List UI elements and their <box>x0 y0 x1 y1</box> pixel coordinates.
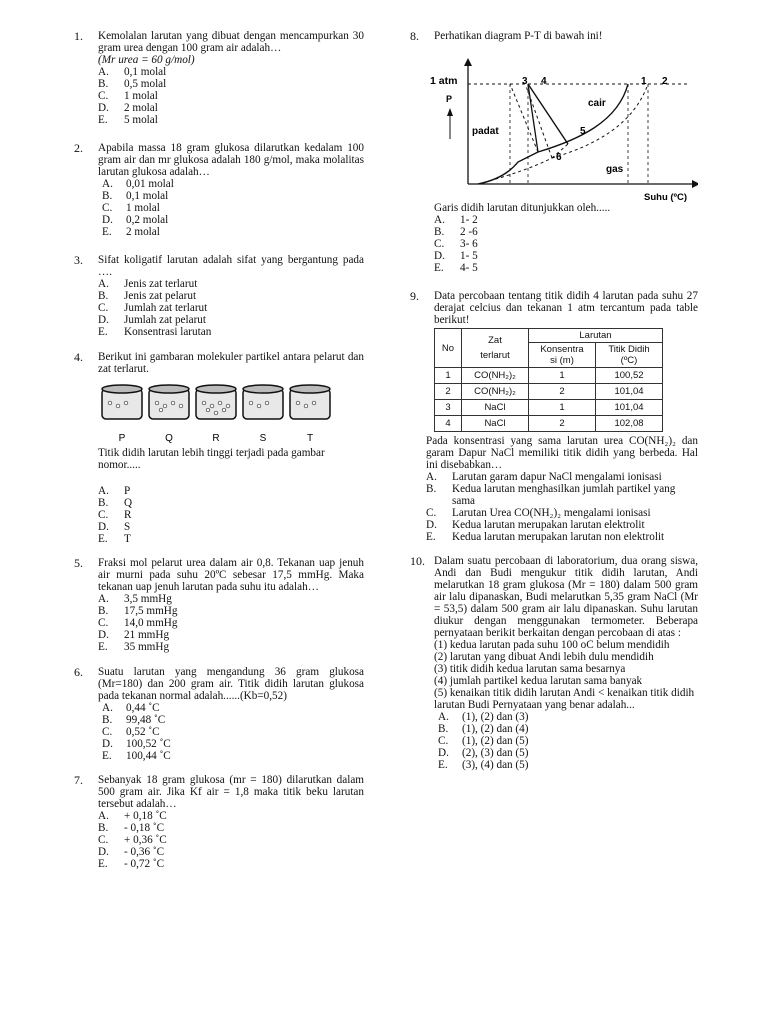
particle-dot <box>214 411 218 415</box>
option-letter: B. <box>98 605 109 617</box>
table-header <box>596 343 663 368</box>
statements-list <box>434 639 698 711</box>
option-letter: D. <box>102 738 113 750</box>
question <box>74 557 364 653</box>
beaker <box>290 385 330 444</box>
beaker <box>243 385 283 444</box>
header-line: si (m) <box>550 355 574 366</box>
statement-item: (3) titik didih kedua larutan sama besarnya <box>434 663 626 675</box>
option-letter: B. <box>98 290 109 302</box>
question-body <box>98 351 364 545</box>
point-5: 5 <box>580 126 586 137</box>
option-text: Jenis zat pelarut <box>124 290 197 302</box>
question-body <box>98 774 364 870</box>
option-letter: D. <box>98 102 109 114</box>
beaker-diagram <box>98 379 348 445</box>
particle-dot <box>210 404 214 408</box>
particle-dot <box>155 401 159 405</box>
statement-item: (4) jumlah partikel kedua larutan sama banyak <box>434 675 643 687</box>
option-text: Larutan Urea CO(NH₂)₂ mengalami ionisasi <box>452 507 651 519</box>
table-cell: 1 <box>529 400 596 416</box>
table-cell: 100,52 <box>596 368 663 384</box>
option-text: Jenis zat terlarut <box>124 278 198 290</box>
option-letter: E. <box>102 226 112 238</box>
answer-option[interactable] <box>98 521 364 533</box>
answer-option[interactable] <box>98 290 364 302</box>
option-letter: A. <box>98 485 109 497</box>
header-line: Konsentra <box>540 344 584 355</box>
option-text: - 0,36 ˚C <box>124 846 165 858</box>
label-1atm: 1 atm <box>430 75 458 87</box>
option-letter: B. <box>102 190 113 202</box>
answer-option[interactable] <box>98 485 364 497</box>
option-letter: D. <box>98 846 109 858</box>
point-3: 3 <box>522 76 528 87</box>
option-letter: C. <box>426 507 437 519</box>
option-text: 0,01 molal <box>126 178 174 190</box>
answer-option[interactable] <box>426 531 698 543</box>
header-line: (ºC) <box>620 355 638 366</box>
option-letter: E. <box>98 326 108 338</box>
table-row <box>435 400 663 416</box>
beaker-label: Q <box>165 433 173 444</box>
option-text: 2 molal <box>126 226 160 238</box>
question-body <box>434 555 698 771</box>
header-line: Zat <box>488 335 502 346</box>
table-header: No <box>435 329 462 368</box>
particle-dot <box>171 401 175 405</box>
question-text: Perhatikan diagram P-T di bawah ini! <box>434 30 603 42</box>
answer-option[interactable] <box>98 750 364 762</box>
question-number: 10. <box>410 554 425 568</box>
question-number: 8. <box>410 29 419 43</box>
option-text: - 0,18 ˚C <box>124 822 165 834</box>
particle-dot <box>206 408 210 412</box>
question <box>74 30 364 126</box>
question-body <box>98 557 364 653</box>
option-letter: C. <box>98 834 109 846</box>
answer-option[interactable] <box>98 810 364 822</box>
table-cell: 2 <box>529 384 596 400</box>
question-text: Sebanyak 18 gram glukosa (mr = 180) dilarutkan dalam 500 gram air. Jika Kf air = 1,8 maka titik beku larutan tersebut adalah… <box>98 774 364 810</box>
answer-option[interactable] <box>434 250 698 262</box>
option-letter: E. <box>98 641 108 653</box>
answer-option[interactable] <box>98 497 364 509</box>
option-letter: C. <box>438 735 449 747</box>
table-cell: 101,04 <box>596 400 663 416</box>
option-letter: D. <box>98 314 109 326</box>
particle-dot <box>296 401 300 405</box>
option-text: Kedua larutan merupakan larutan elektrolit <box>452 519 645 531</box>
option-text: 0,44 ˚C <box>126 702 160 714</box>
point-6: 6 <box>556 152 562 163</box>
option-letter: D. <box>102 214 113 226</box>
answer-option[interactable] <box>98 102 364 114</box>
option-text: (2), (3) dan (5) <box>462 747 529 759</box>
option-text: (1), (2) dan (3) <box>462 711 529 723</box>
particle-dot <box>265 401 269 405</box>
data-table <box>434 328 663 432</box>
option-text: 0,1 molal <box>124 66 167 78</box>
option-letter: D. <box>98 521 109 533</box>
answer-option[interactable] <box>98 302 364 314</box>
option-text: 0,1 molal <box>126 190 169 202</box>
option-text: R <box>124 509 132 521</box>
table-cell: 101,04 <box>596 384 663 400</box>
header-line: Titik Didih <box>608 344 650 355</box>
table-cell: NaCl <box>462 400 529 416</box>
option-letter: A. <box>426 471 437 483</box>
option-letter: D. <box>438 747 449 759</box>
answer-option[interactable] <box>98 78 364 90</box>
particle-dot <box>124 401 128 405</box>
option-text: 0,52 ˚C <box>126 726 160 738</box>
answer-option[interactable] <box>426 483 698 507</box>
option-letter: B. <box>98 497 109 509</box>
option-letter: B. <box>98 78 109 90</box>
question-number: 7. <box>74 773 83 787</box>
option-text: (1), (2) dan (5) <box>462 735 529 747</box>
label-padat: padat <box>472 126 499 137</box>
particle-dot <box>222 408 226 412</box>
statement-item: (1) kedua larutan pada suhu 100 oC belum mendidih <box>434 639 670 651</box>
answer-option[interactable] <box>98 178 364 190</box>
option-text: T <box>124 533 131 545</box>
label-x-axis: Suhu (ºC) <box>644 192 688 203</box>
table-cell: 2 <box>435 384 462 400</box>
particle-dot <box>179 404 183 408</box>
option-text: 1 molal <box>124 90 158 102</box>
question <box>74 666 364 762</box>
table-header: Larutan <box>529 329 663 343</box>
option-letter: A. <box>434 214 445 226</box>
options-list <box>426 471 698 543</box>
option-text: Jumlah zat terlarut <box>124 302 208 314</box>
option-letter: B. <box>102 714 113 726</box>
option-letter: D. <box>434 250 445 262</box>
option-text: + 0,18 ˚C <box>124 810 167 822</box>
answer-option[interactable] <box>98 278 364 290</box>
question-text: Fraksi mol pelarut urea dalam air 0,8. Tekanan uap jenuh air murni pada suhu 20ºC sebesar 17,5 mmHg. Maka tekanan uap jenuh larutan pada suhu itu adalah… <box>98 557 364 593</box>
question-number: 5. <box>74 556 83 570</box>
option-letter: C. <box>98 617 109 629</box>
point-1: 1 <box>641 76 647 87</box>
option-text: 2 -6 <box>460 226 478 238</box>
option-text: 17,5 mmHg <box>124 605 178 617</box>
beaker <box>196 385 236 444</box>
option-text: 1- 5 <box>460 250 478 262</box>
question-text: Dalam suatu percobaan di laboratorium, dua orang siswa, Andi dan Budi mengukur titik didih larutan, Andi melarutkan 18 gram glukosa (Mr = 180) dalam 500 gram air lalu dipanaskan, Budi melarutkan 5,35 gram NaCl (Mr = 53,5) dalam 500 gram air lalu dipanaskan. Suhu larutan diukur dengan menggunakan termometer. Beberapa pernyataan berikit berkaitan dengan percobaan di atas : <box>434 555 698 639</box>
answer-option[interactable] <box>98 822 364 834</box>
question-note: (Mr urea = 60 g/mol) <box>98 54 195 66</box>
question <box>74 254 364 338</box>
option-letter: A. <box>98 278 109 290</box>
option-text: Larutan garam dapur NaCl mengalami ionisasi <box>452 471 662 483</box>
answer-option[interactable] <box>98 533 364 545</box>
particle-dot <box>163 404 167 408</box>
question-number: 2. <box>74 141 83 155</box>
option-text: 0,2 molal <box>126 214 169 226</box>
left-column <box>74 30 364 870</box>
table-header <box>462 329 529 368</box>
table-cell: CO(NH₂)₂ <box>462 384 529 400</box>
question-text: Data percobaan tentang titik didih 4 larutan pada suhu 27 derajat celcius dan tekanan 1 atm tercantum pada table berikut! <box>434 290 698 326</box>
answer-option[interactable] <box>98 226 364 238</box>
answer-option[interactable] <box>434 723 698 735</box>
question-body <box>430 30 698 274</box>
table-row <box>435 384 663 400</box>
question-text-after: Garis didih larutan ditunjukkan oleh..... <box>434 202 611 214</box>
option-text: Kedua larutan menghasilkan jumlah partikel yang sama <box>452 483 676 507</box>
particle-dot <box>249 401 253 405</box>
table-cell: CO(NH₂)₂ <box>462 368 529 384</box>
answer-option[interactable] <box>98 617 364 629</box>
option-letter: A. <box>98 66 109 78</box>
beaker <box>102 385 142 444</box>
option-text: 21 mmHg <box>124 629 170 641</box>
particle-dot <box>304 404 308 408</box>
answer-option[interactable] <box>426 471 698 483</box>
particle-dot <box>108 401 112 405</box>
answer-option[interactable] <box>98 214 364 226</box>
question-text: Berikut ini gambaran molekuler partikel antara pelarut dan zat terlarut. <box>98 351 364 375</box>
option-text: 3- 6 <box>460 238 478 250</box>
answer-option[interactable] <box>426 519 698 531</box>
option-letter: E. <box>98 114 108 126</box>
table-row <box>435 368 663 384</box>
label-p-axis: P <box>446 94 453 104</box>
answer-option[interactable] <box>434 747 698 759</box>
question-number: 4. <box>74 350 83 364</box>
answer-option[interactable] <box>98 714 364 726</box>
option-letter: B. <box>426 483 437 495</box>
table-cell: 1 <box>529 368 596 384</box>
answer-option[interactable] <box>98 738 364 750</box>
question-number: 6. <box>74 665 83 679</box>
beaker-label: P <box>118 433 126 444</box>
question-text-after: Pada konsentrasi yang sama larutan urea CO(NH₂)₂ dan garam Dapur NaCl memiliki titik didih yang berbeda. Hal ini disebabkan… <box>426 435 698 471</box>
particle-dot <box>257 404 261 408</box>
option-text: + 0,36 ˚C <box>124 834 167 846</box>
option-text: (1), (2) dan (4) <box>462 723 529 735</box>
answer-option[interactable] <box>98 702 364 714</box>
option-letter: E. <box>438 759 448 771</box>
option-text: Konsentrasi larutan <box>124 326 212 338</box>
particle-dot <box>218 401 222 405</box>
question-number: 9. <box>410 289 419 303</box>
question-body <box>98 142 364 238</box>
particle-dot <box>226 404 230 408</box>
option-letter: C. <box>98 302 109 314</box>
table-cell: 1 <box>435 368 462 384</box>
option-letter: E. <box>434 262 444 274</box>
particle-dot <box>202 401 206 405</box>
option-text: 1 molal <box>126 202 160 214</box>
beaker-label: R <box>212 433 220 444</box>
option-letter: A. <box>98 810 109 822</box>
option-text: 5 molal <box>124 114 158 126</box>
option-text: (3), (4) dan (5) <box>462 759 529 771</box>
answer-option[interactable] <box>98 90 364 102</box>
label-gas: gas <box>606 164 624 175</box>
option-text: Jumlah zat pelarut <box>124 314 207 326</box>
table-cell: 3 <box>435 400 462 416</box>
answer-option[interactable] <box>434 262 698 274</box>
question-body <box>98 30 364 126</box>
answer-option[interactable] <box>98 641 364 653</box>
table-cell: 2 <box>529 416 596 432</box>
question-text-after: Titik didih larutan lebih tinggi terjadi pada gambar nomor..... <box>98 447 325 471</box>
statement-item: (5) kenaikan titik didih larutan Andi < kenaikan titik didih larutan Budi Pernyataan yang benar adalah... <box>434 687 695 711</box>
option-letter: C. <box>102 726 113 738</box>
particle-dot <box>159 408 163 412</box>
option-letter: B. <box>434 226 445 238</box>
table-cell: 102,08 <box>596 416 663 432</box>
option-letter: E. <box>102 750 112 762</box>
header-line: terlarut <box>480 350 510 361</box>
answer-option[interactable] <box>98 202 364 214</box>
question <box>74 774 364 870</box>
question <box>74 351 364 545</box>
question <box>410 30 698 274</box>
question-text: Suatu larutan yang mengandung 36 gram glukosa (Mr=180) dan 200 gram air. Titik didih larutan glukosa pada tekanan normal adalah......(Kb=0,52) <box>98 666 364 702</box>
answer-option[interactable] <box>98 66 364 78</box>
beaker-label: S <box>259 433 267 444</box>
right-column <box>410 30 698 771</box>
answer-option[interactable] <box>434 226 698 238</box>
table-row <box>435 416 663 432</box>
table-header-row <box>435 329 663 343</box>
beaker <box>149 385 189 444</box>
option-text: 100,44 ˚C <box>126 750 171 762</box>
option-text: - 0,72 ˚C <box>124 858 165 870</box>
particle-dot <box>312 401 316 405</box>
option-text: 99,48 ˚C <box>126 714 166 726</box>
option-text: Q <box>124 497 133 509</box>
option-text: 1- 2 <box>460 214 478 226</box>
option-letter: C. <box>98 509 109 521</box>
option-letter: A. <box>98 593 109 605</box>
statement-item: (2) larutan yang dibuat Andi lebih dulu mendidih <box>434 651 654 663</box>
question-body <box>426 290 698 543</box>
question-number: 1. <box>74 29 83 43</box>
question-text: Sifat koligatif larutan adalah sifat yang bergantung pada …. <box>98 254 364 278</box>
particle-dot <box>116 404 120 408</box>
answer-option[interactable] <box>98 190 364 202</box>
table-header <box>529 343 596 368</box>
question-number: 3. <box>74 253 83 267</box>
answer-option[interactable] <box>434 238 698 250</box>
option-letter: C. <box>98 90 109 102</box>
option-text: S <box>124 521 131 533</box>
answer-option[interactable] <box>434 759 698 771</box>
question <box>410 555 698 771</box>
option-letter: E. <box>426 531 436 543</box>
answer-option[interactable] <box>98 605 364 617</box>
option-text: 4- 5 <box>460 262 478 274</box>
option-text: 35 mmHg <box>124 641 170 653</box>
option-text: 3,5 mmHg <box>124 593 172 605</box>
answer-option[interactable] <box>434 735 698 747</box>
question-body <box>98 254 364 338</box>
beaker-label: T <box>306 433 314 444</box>
answer-option[interactable] <box>98 326 364 338</box>
question-body <box>98 666 364 762</box>
answer-option[interactable] <box>98 114 364 126</box>
option-letter: B. <box>98 822 109 834</box>
option-letter: A. <box>438 711 449 723</box>
option-letter: A. <box>102 178 113 190</box>
point-2: 2 <box>662 76 668 87</box>
option-text: 0,5 molal <box>124 78 167 90</box>
point-4: 4 <box>541 76 547 87</box>
answer-option[interactable] <box>434 214 698 226</box>
option-text: P <box>124 485 131 497</box>
option-text: 100,52 ˚C <box>126 738 171 750</box>
table-cell: NaCl <box>462 416 529 432</box>
table-cell: 4 <box>435 416 462 432</box>
option-letter: C. <box>434 238 445 250</box>
option-letter: A. <box>102 702 113 714</box>
option-letter: E. <box>98 858 108 870</box>
answer-option[interactable] <box>434 711 698 723</box>
option-text: Kedua larutan merupakan larutan non elektrolit <box>452 531 665 543</box>
label-cair: cair <box>588 98 606 109</box>
option-letter: B. <box>438 723 449 735</box>
answer-option[interactable] <box>98 314 364 326</box>
answer-option[interactable] <box>98 846 364 858</box>
question-text: Apabila massa 18 gram glukosa dilarutkan kedalam 100 gram air dan mr glukosa adalah 180 g/mol, maka molalitas larutan glukosa adalah… <box>98 142 364 178</box>
option-text: 14,0 mmHg <box>124 617 178 629</box>
question-text: Kemolalan larutan yang dibuat dengan mencampurkan 30 gram urea dengan 100 gram air adalah… <box>98 30 364 54</box>
answer-option[interactable] <box>98 509 364 521</box>
answer-option[interactable] <box>98 629 364 641</box>
answer-option[interactable] <box>98 593 364 605</box>
answer-option[interactable] <box>98 834 364 846</box>
pt-diagram <box>428 44 698 204</box>
question <box>410 290 698 543</box>
answer-option[interactable] <box>98 726 364 738</box>
question <box>74 142 364 238</box>
option-letter: C. <box>102 202 113 214</box>
option-letter: D. <box>426 519 437 531</box>
option-text: 2 molal <box>124 102 158 114</box>
answer-option[interactable] <box>426 507 698 519</box>
option-letter: E. <box>98 533 108 545</box>
answer-option[interactable] <box>98 858 364 870</box>
option-letter: D. <box>98 629 109 641</box>
